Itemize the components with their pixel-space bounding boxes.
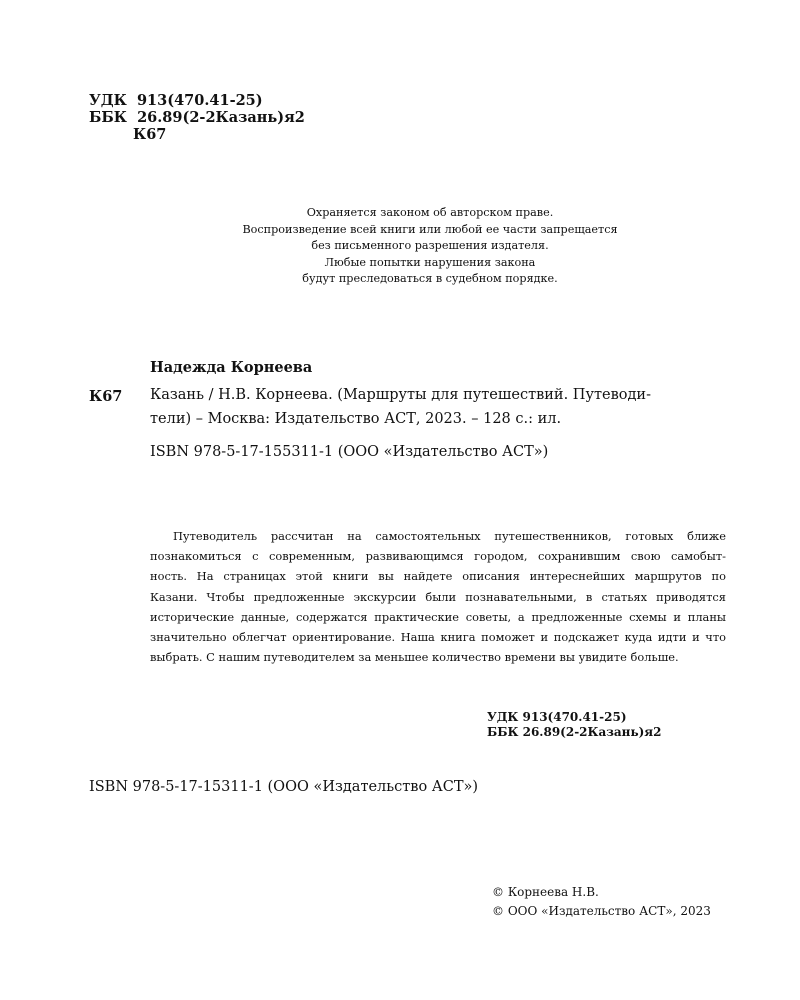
author-name: Надежда Корнеева bbox=[150, 359, 313, 376]
copyright-lines bbox=[492, 883, 711, 921]
annotation-line: Казани. Чтобы предложенные экскурсии были познавательными, в статьях приводятся bbox=[150, 589, 726, 604]
notice-line: Охраняется законом об авторском праве. bbox=[306, 206, 554, 219]
isbn-bottom: ISBN 978-5-17-15311-1 (ООО «Издательство АСТ») bbox=[89, 779, 479, 795]
bbk-code-bottom: ББК 26.89(2-2Казань)я2 bbox=[487, 724, 662, 739]
classification-block-bottom bbox=[487, 710, 661, 739]
annotation-line: ность. На страницах этой книги вы найдете описания интереснейших маршрутов по bbox=[150, 569, 726, 584]
author-mark-code: К67 bbox=[133, 126, 167, 143]
annotation-line: познакомиться с современным, развивающимся городом, сохранившим свою самобыт- bbox=[150, 549, 726, 564]
bibliographic-description bbox=[150, 383, 720, 431]
author-mark-side: К67 bbox=[89, 388, 123, 405]
classification-block-top bbox=[89, 92, 305, 143]
notice-line: без письменного разрешения издателя. bbox=[311, 239, 549, 252]
notice-line: будут преследоваться в судебном порядке. bbox=[302, 272, 558, 285]
notice-line: Любые попытки нарушения закона bbox=[324, 255, 536, 269]
bbk-code: ББК 26.89(2-2Казань)я2 bbox=[89, 109, 305, 126]
description-line: тели) – Москва: Издательство АСТ, 2023. – 128 с.: ил. bbox=[150, 411, 562, 427]
annotation-line: значительно облегчат ориентирование. Наша книга поможет и подскажет куда идти и что bbox=[150, 630, 726, 645]
udk-code: УДК 913(470.41-25) bbox=[89, 92, 263, 109]
annotation-line: выбрать. С нашим путеводителем за меньшее количество времени вы увидите больше. bbox=[150, 650, 679, 665]
annotation bbox=[150, 526, 726, 667]
annotation-line: Путеводитель рассчитан на самостоятельных путешественников, готовых ближе bbox=[173, 529, 726, 543]
description-line: Казань / Н.В. Корнеева. (Маршруты для путешествий. Путеводи- bbox=[150, 387, 651, 403]
isbn-main: ISBN 978-5-17-155311-1 (ООО «Издательство АСТ») bbox=[150, 444, 549, 460]
udk-code-bottom: УДК 913(470.41-25) bbox=[487, 710, 627, 724]
copyright-notice bbox=[150, 205, 710, 288]
copyright-publisher: © ООО «Издательство АСТ», 2023 bbox=[492, 904, 711, 918]
notice-line: Воспроизведение всей книги или любой ее части запрещается bbox=[242, 222, 618, 236]
copyright-author: © Корнеева Н.В. bbox=[492, 885, 599, 899]
annotation-line: исторические данные, содержатся практические советы, а предложенные схемы и планы bbox=[150, 609, 726, 624]
